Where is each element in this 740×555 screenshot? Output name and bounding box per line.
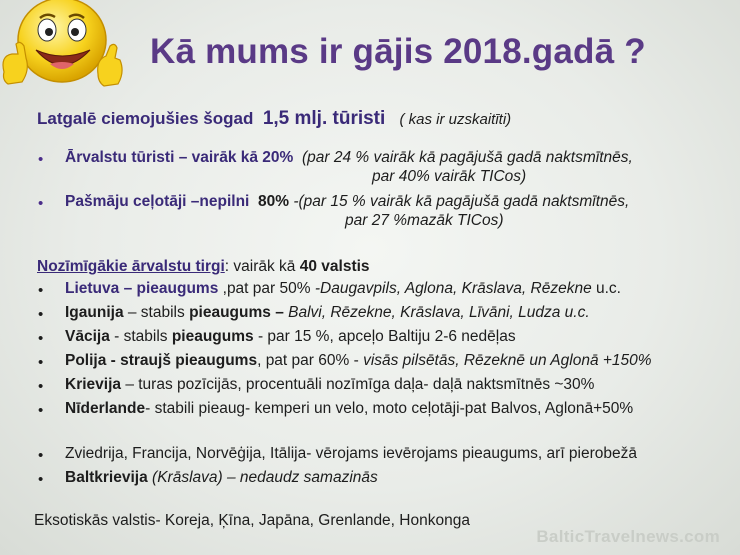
watermark: BalticTravelnews.com bbox=[536, 527, 720, 546]
market-plain: - stabili pieaug- kemperi un velo, moto ceļotāji-pat Balvos, Aglonā+50% bbox=[145, 400, 634, 417]
domestic-detail2: par 27 %mazāk TICos) bbox=[345, 212, 504, 229]
domestic-detail1: -(par 15 % vairāk kā pagājušā gadā naktsmītnēs, bbox=[293, 193, 630, 210]
market-item-estonia bbox=[65, 304, 590, 322]
foreign-detail1: (par 24 % vairāk kā pagājušā gadā naktsmītnēs, bbox=[301, 149, 633, 166]
market-bold: Krievija bbox=[65, 376, 122, 393]
bullet-icon: • bbox=[38, 195, 44, 212]
market-bold2: pieaugums bbox=[171, 328, 254, 345]
bullet-icon: • bbox=[38, 354, 44, 371]
foreign-line bbox=[65, 149, 633, 167]
foreign-label: Ārvalstu tūristi – vairāk kā 20% bbox=[65, 149, 294, 166]
markets-heading-line bbox=[37, 258, 370, 276]
market-bold: Lietuva – pieaugums bbox=[65, 280, 219, 297]
smiley-thumbs-up-icon bbox=[0, 0, 125, 100]
bullet-icon: • bbox=[38, 402, 44, 419]
belarus-rest: – nedaudz samazinās bbox=[222, 469, 378, 486]
market-plain: - stabils bbox=[109, 328, 172, 345]
market-plain: , pat par 60% - bbox=[257, 352, 364, 369]
market-bold: Igaunija bbox=[65, 304, 124, 321]
market-item-germany bbox=[65, 328, 516, 346]
market-bold: Vācija bbox=[65, 328, 110, 345]
market-item-netherlands bbox=[65, 400, 633, 418]
exotic-countries-line: Eksotiskās valstis- Koreja, Ķīna, Japāna, Grenlande, Honkonga bbox=[34, 512, 470, 529]
bullet-icon: • bbox=[38, 306, 44, 323]
bullet-icon: • bbox=[38, 330, 44, 347]
market-tail: u.c. bbox=[591, 280, 621, 297]
belarus-bold: Baltkrievija bbox=[65, 469, 148, 486]
market-plain: – turas pozīcijās, procentuāli nozīmīga daļa- daļā naktsmītnēs ~30% bbox=[121, 376, 595, 393]
belarus-line bbox=[65, 469, 378, 487]
market-item-russia bbox=[65, 376, 594, 394]
domestic-line bbox=[65, 193, 629, 211]
market-italic: Balvi, Rēzekne, Krāslava, Līvāni, Ludza u.c. bbox=[283, 304, 590, 321]
market-italic: visās pilsētās, Rēzeknē un Aglonā +150% bbox=[363, 352, 652, 369]
market-tail: - par 15 %, apceļo Baltiju 2-6 nedēļas bbox=[253, 328, 516, 345]
domestic-label: Pašmāju ceļotāji –nepilni bbox=[65, 193, 250, 210]
markets-colon: : vairāk kā bbox=[224, 258, 300, 275]
bullet-icon: • bbox=[38, 471, 44, 488]
foreign-detail2: par 40% vairāk TICos) bbox=[372, 168, 527, 185]
domestic-value: 80% bbox=[257, 193, 289, 210]
page-title: Kā mums ir gājis 2018.gadā ? bbox=[150, 32, 646, 71]
other-countries-line: Zviedrija, Francija, Norvēģija, Itālija- vērojams ievērojams pieaugums, arī pierobežā bbox=[65, 445, 638, 462]
market-italic: -Daugavpils, Aglona, Krāslava, Rēzekne bbox=[314, 280, 592, 297]
market-bold: Polija - straujš pieaugums bbox=[65, 352, 258, 369]
market-plain: ,pat par 50% bbox=[218, 280, 315, 297]
market-bold2: pieaugums – bbox=[189, 304, 284, 321]
market-plain: – stabils bbox=[123, 304, 190, 321]
intro-value: 1,5 mlj. tūristi bbox=[262, 108, 386, 129]
bullet-icon: • bbox=[38, 447, 44, 464]
markets-count: 40 valstis bbox=[299, 258, 370, 275]
intro-prefix: Latgalē ciemojušies šogad bbox=[37, 109, 254, 128]
intro-line bbox=[37, 108, 511, 130]
belarus-italic: (Krāslava) bbox=[152, 469, 223, 486]
market-bold: Nīderlande bbox=[65, 400, 146, 417]
bullet-icon: • bbox=[38, 282, 44, 299]
markets-heading: Nozīmīgākie ārvalstu tirgi bbox=[37, 258, 225, 275]
market-item-lithuania bbox=[65, 280, 621, 298]
bullet-icon: • bbox=[38, 151, 44, 168]
intro-note: ( kas ir uzskaitīti) bbox=[399, 111, 512, 128]
bullet-icon: • bbox=[38, 378, 44, 395]
market-item-poland bbox=[65, 352, 652, 370]
